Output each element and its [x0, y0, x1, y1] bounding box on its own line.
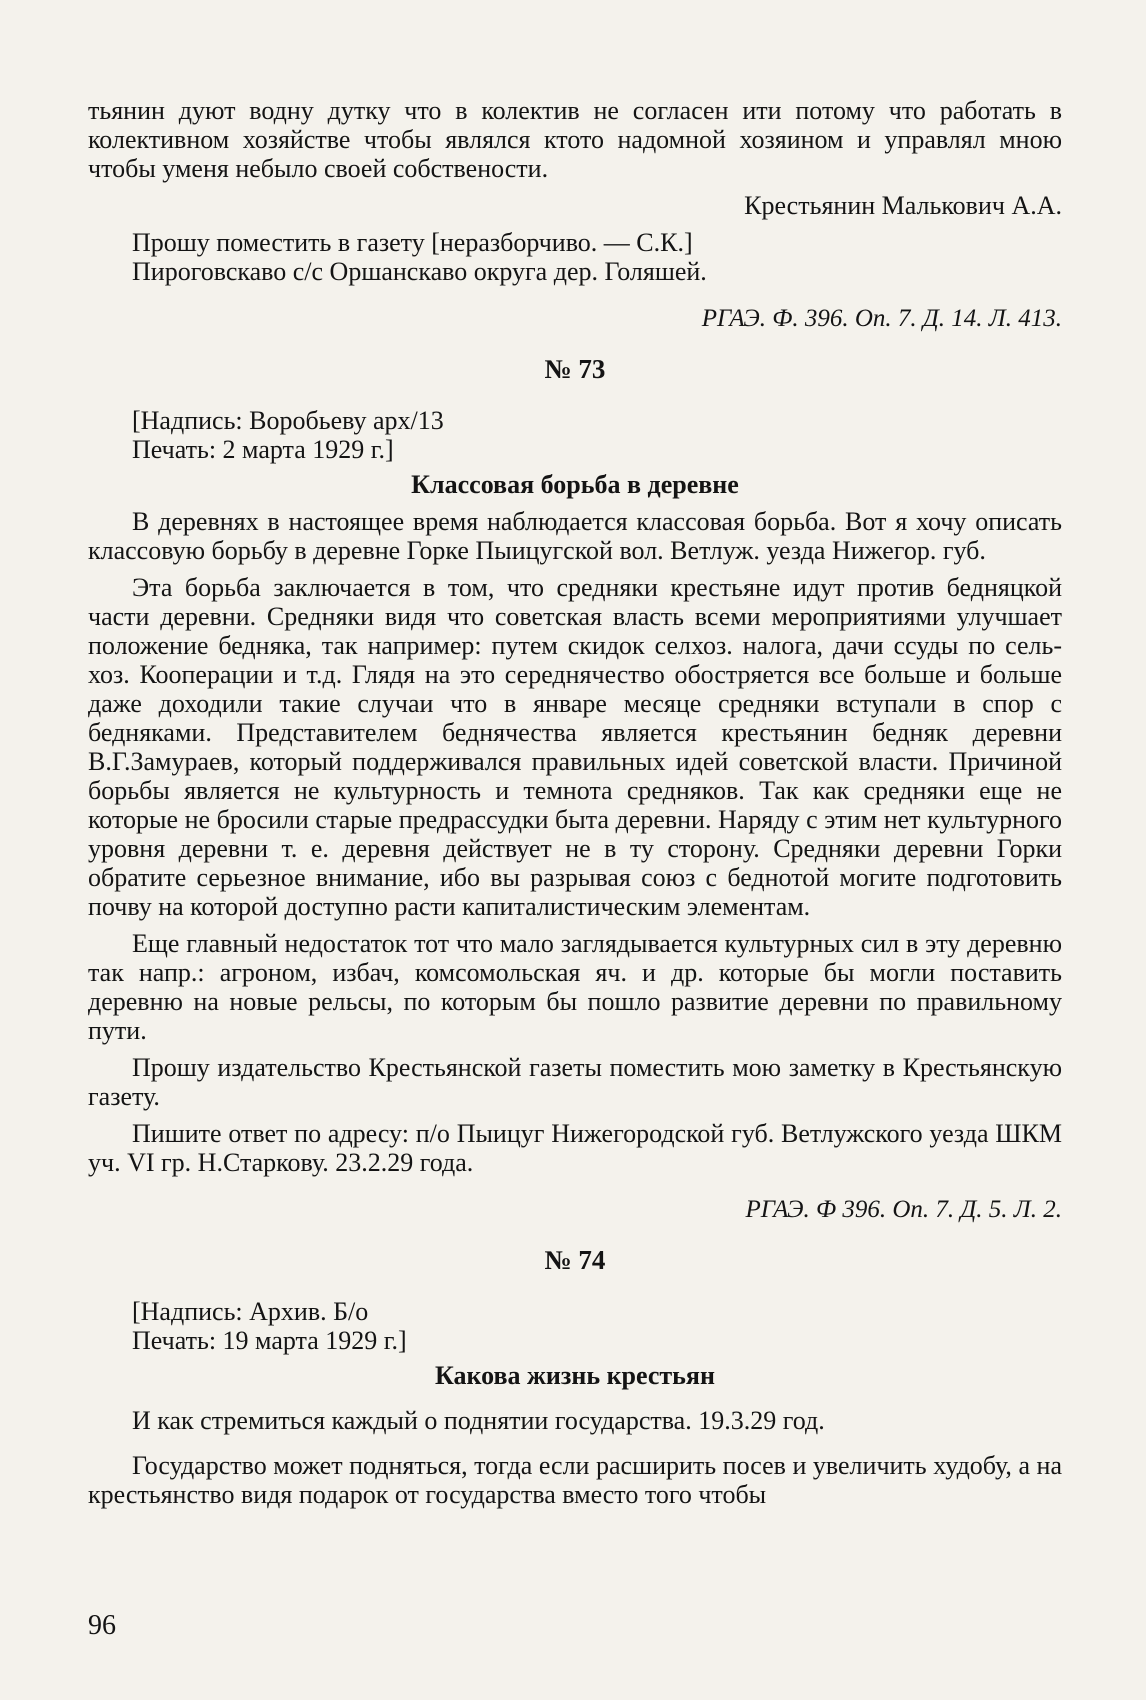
doc74-inscription: [Надпись: Архив. Б/о	[132, 1297, 369, 1326]
doc73-archive-source: РГАЭ. Ф 396. Оп. 7. Д. 5. Л. 2.	[745, 1196, 1062, 1223]
doc72-address-line: Пироговскаво с/с Оршанскаво округа дер. Голяшей.	[132, 257, 707, 286]
doc74-paragraph: И как стремиться каждый о поднятии государства. 19.3.29 год.	[132, 1406, 825, 1435]
page-number: 96	[88, 1610, 116, 1641]
doc73-inscription: [Надпись: Воробьеву арх/13	[132, 406, 444, 435]
doc72-signature: Крестьянин Малькович А.А.	[744, 191, 1062, 220]
doc73-print-date: Печать: 2 марта 1929 г.]	[132, 435, 394, 464]
doc72-request-line: Прошу поместить в газету [неразборчиво. — С.К.]	[132, 228, 693, 257]
doc73-title: Классовая борьба в деревне	[411, 470, 739, 499]
doc73-paragraph: В деревнях в настоящее время наблюдается классовая борьба. Вот я хочу описать классовую борьбу в деревне Горке Пыицугской вол. Ветлуж. уезда Нижегор. губ.	[88, 507, 1062, 565]
doc73-paragraph: Еще главный недостаток тот что мало заглядывается культурных сил в эту деревню так напр.: агроном, избач, комсомольская яч. и др. которые бы могли поставить деревню на новые рельсы, по которым бы пошло развитие деревни по правильному пути.	[88, 929, 1062, 1045]
doc72-continuation-paragraph: тьянин дуют водну дутку что в колектив не согласен ити потому что работать в колективном хозяйстве чтобы являлся ктото надомной хозяином и управлял мною чтобы уменя небыло своей собствености.	[88, 96, 1062, 183]
doc73-number: № 73	[544, 354, 606, 384]
doc72-archive-source: РГАЭ. Ф. 396. Оп. 7. Д. 14. Л. 413.	[701, 305, 1062, 332]
doc73-paragraph: Прошу издательство Крестьянской газеты поместить мою заметку в Крестьянскую газету.	[88, 1053, 1062, 1111]
doc74-paragraph: Государство может подняться, тогда если расширить посев и увеличить худобу, а на крестьянство видя подарок от государства вместо того чтобы	[88, 1451, 1062, 1509]
doc74-print-date: Печать: 19 марта 1929 г.]	[132, 1326, 407, 1355]
doc74-number: № 74	[544, 1245, 606, 1275]
doc73-paragraph: Пишите ответ по адресу: п/о Пыицуг Нижегородской губ. Ветлужского уезда ШКМ уч. VI гр. Н.Старкову. 23.2.29 года.	[88, 1119, 1062, 1177]
doc73-paragraph: Эта борьба заключается в том, что средняки крестьяне идут против бедняцкой части деревни. Средняки видя что советская власть всеми мероприятиями улучшает положение бедняка, так например: путем скидок селхоз. налога, дачи ссуды по сель-хоз. Кооперации и т.д. Глядя на это середнячество обостряется все больше и больше даже доходили такие случаи что в январе месяце средняки вступали в спор с бедняками. Представителем беднячества является крестьянин бедняк деревни В.Г.Замураев, который поддерживался правильных идей советской власти. Причиной борьбы является не культурность и темнота средняков. Так как средняки еще не которые не бросили старые предрассудки быта деревни. Наряду с этим нет культурного уровня деревни т. е. деревня действует не в ту сторону. Средняки деревни Горки обратите серьезное внимание, ибо вы разрывая союз с беднотой могите подготовить почву на которой доступно расти капиталистическим элементам.	[88, 573, 1062, 921]
doc74-title: Какова жизнь крестьян	[435, 1361, 715, 1390]
